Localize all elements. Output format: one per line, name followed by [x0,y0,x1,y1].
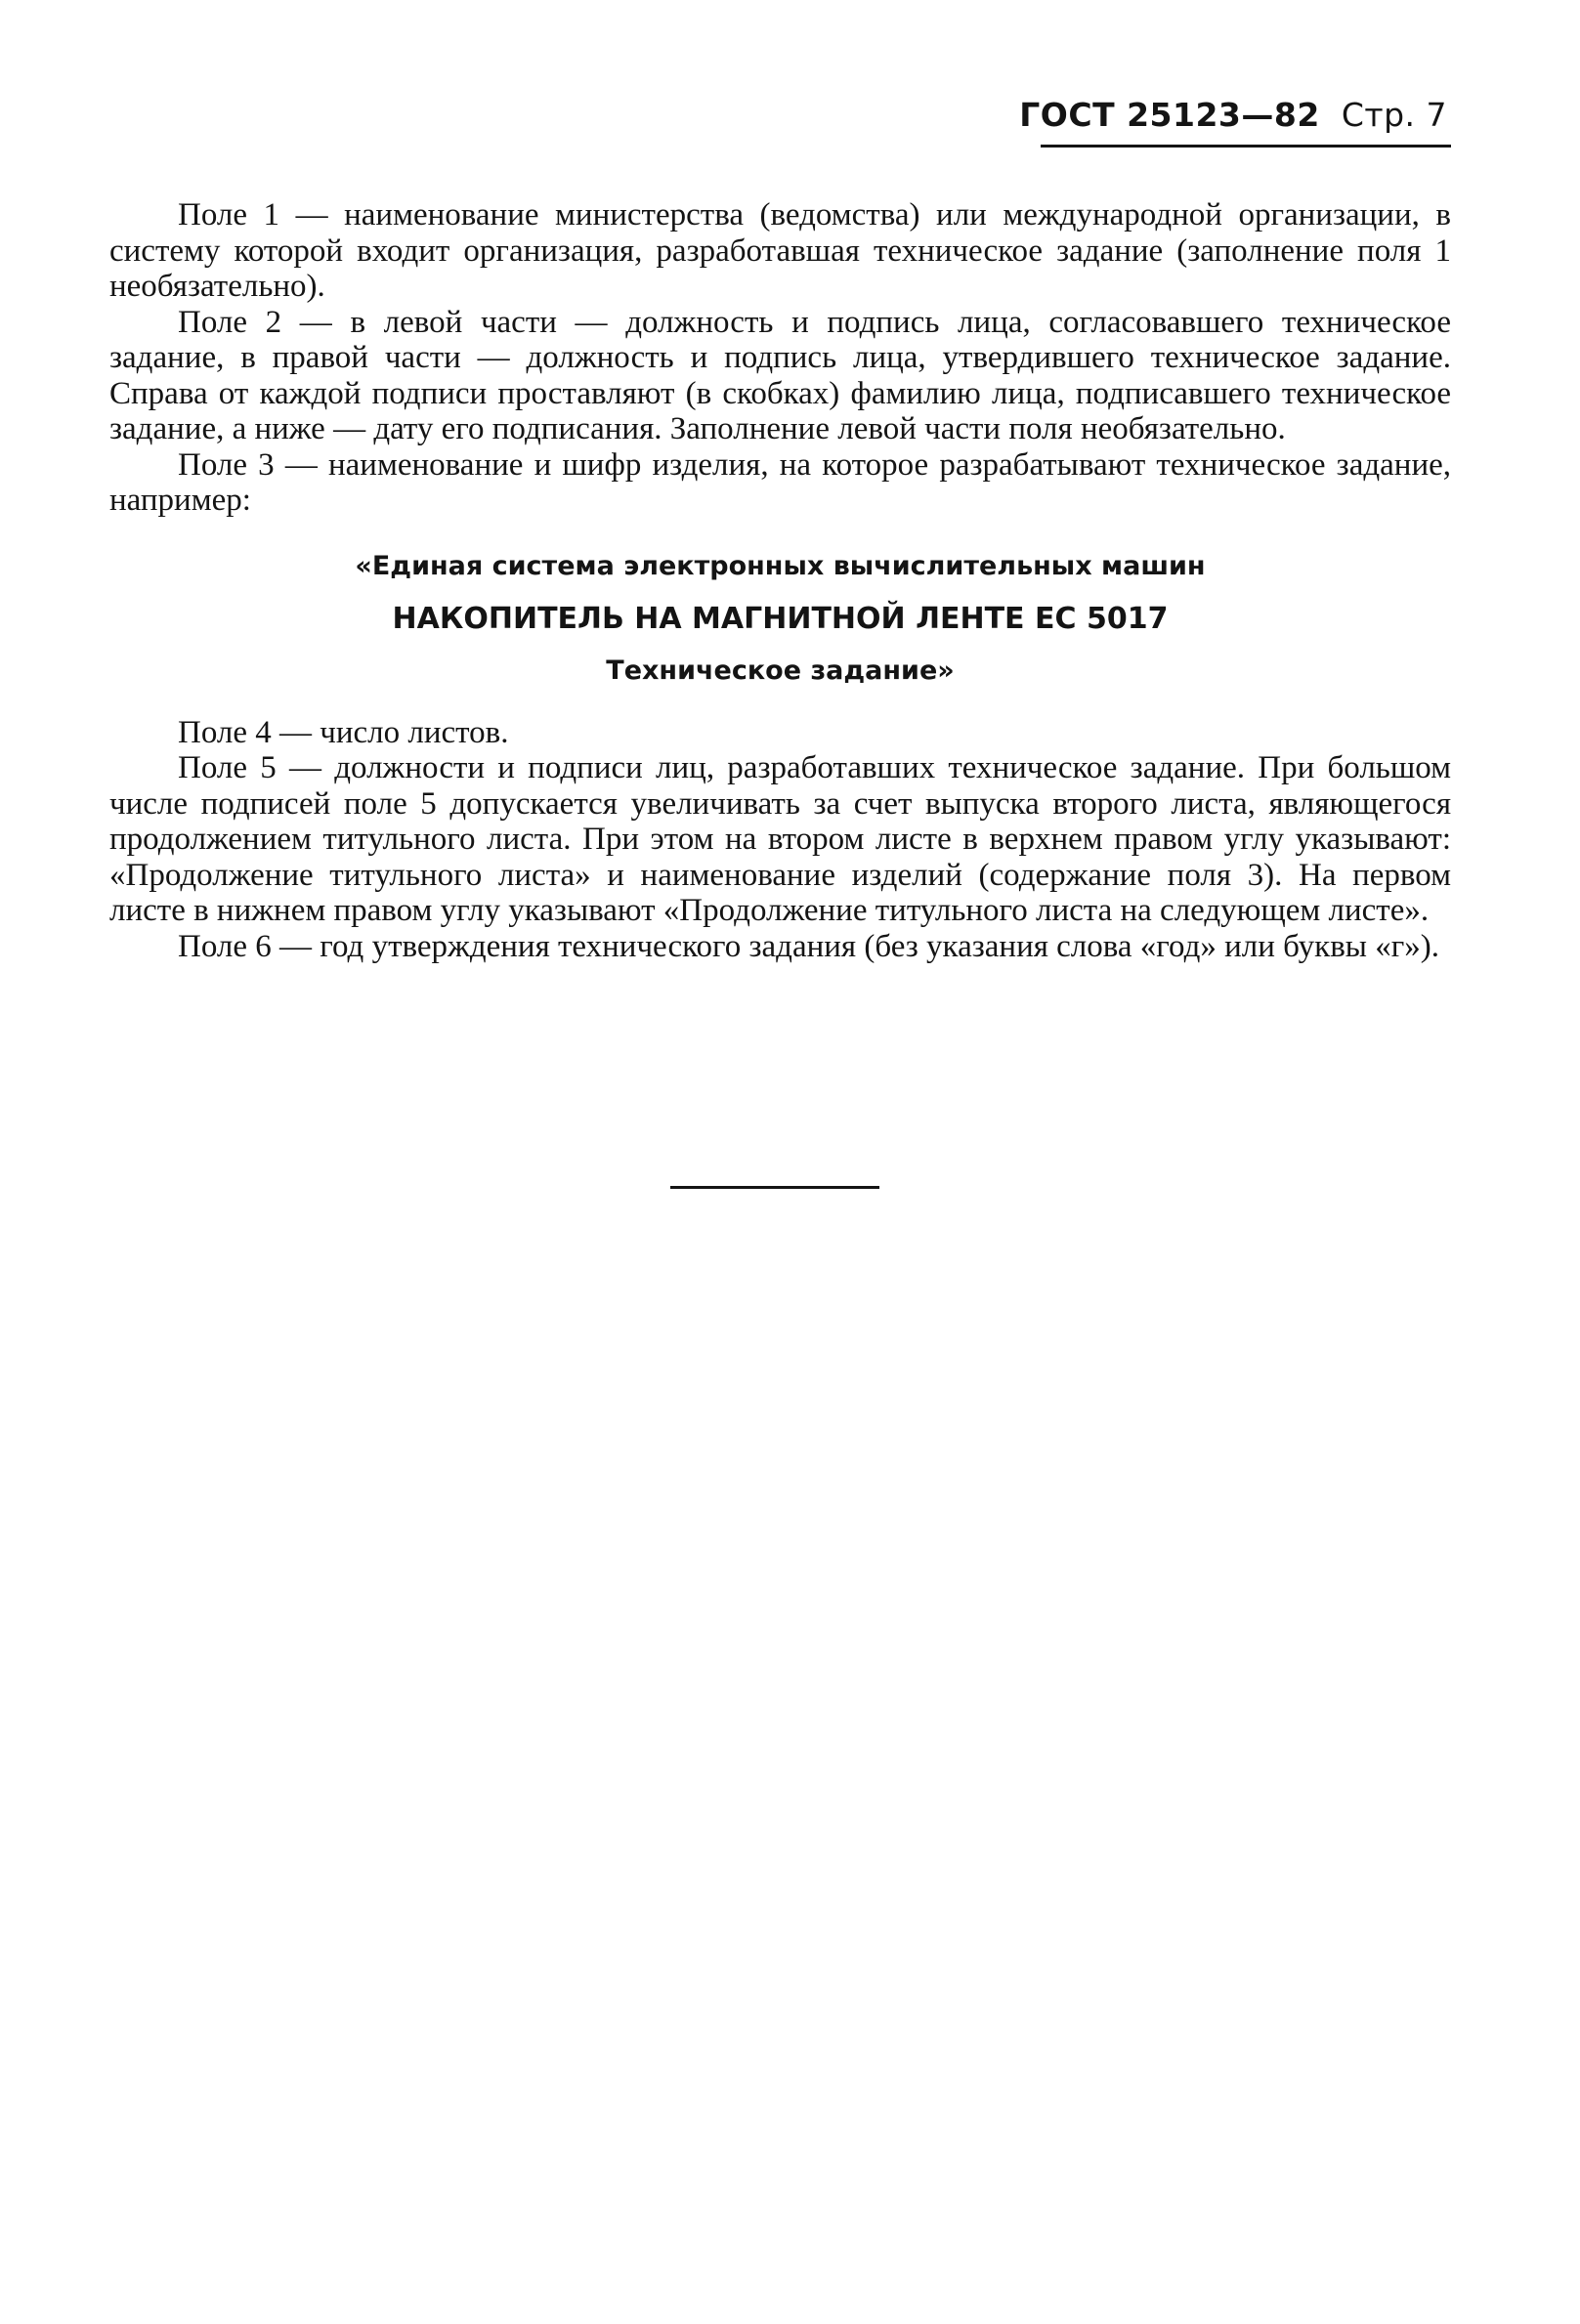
page-number: Стр. 7 [1341,96,1447,134]
example-product-name: НАКОПИТЕЛЬ НА МАГНИТНОЙ ЛЕНТЕ ЕС 5017 [392,601,1169,636]
end-of-section-rule [670,1186,879,1189]
standard-code: ГОСТ 25123—82 [1019,96,1320,134]
page-header [1019,96,1447,134]
header-rule [1041,145,1451,148]
example-document-type: Техническое задание» [606,655,955,686]
example-system-name: «Единая система электронных вычислительных машин [355,550,1206,581]
paragraph-field-5: Поле 5 — должности и подписи лиц, разработавших техническое задание. При большом числе подписей поле 5 допускается увеличивать за счет выпуска второго листа, являющегося продолжением титульного листа. При этом на втором листе в верхнем правом углу указывают: «Продолжение титульного листа» и наименование изделий (содержание поля 3). На первом листе в нижнем правом углу указывают «Продолжение титульного листа на следующем листе». [109,750,1451,928]
example-title-block [109,552,1451,686]
paragraph-field-4: Поле 4 — число листов. [178,714,509,750]
paragraph-field-1: Поле 1 — наименование министерства (ведомства) или международной организации, в систему которой входит организация, разработавшая техническое задание (заполнение поля 1 необязательно). [109,197,1451,304]
document-body [109,197,1451,964]
paragraph-field-3: Поле 3 — наименование и шифр изделия, на которое разрабатывают техническое задание, например: [109,446,1451,518]
paragraph-field-2: Поле 2 — в левой части — должность и подпись лица, согласовавшего техническое задание, в правой части — должность и подпись лица, утвердившего техническое задание. Справа от каждой подписи проставляют (в скобках) фамилию лица, подписавшего техническое задание, а ниже — дату его подписания. Заполнение левой части поля необязательно. [109,304,1451,446]
paragraph-field-6: Поле 6 — год утверждения технического задания (без указания слова «год» или буквы «г»). [178,928,1439,964]
